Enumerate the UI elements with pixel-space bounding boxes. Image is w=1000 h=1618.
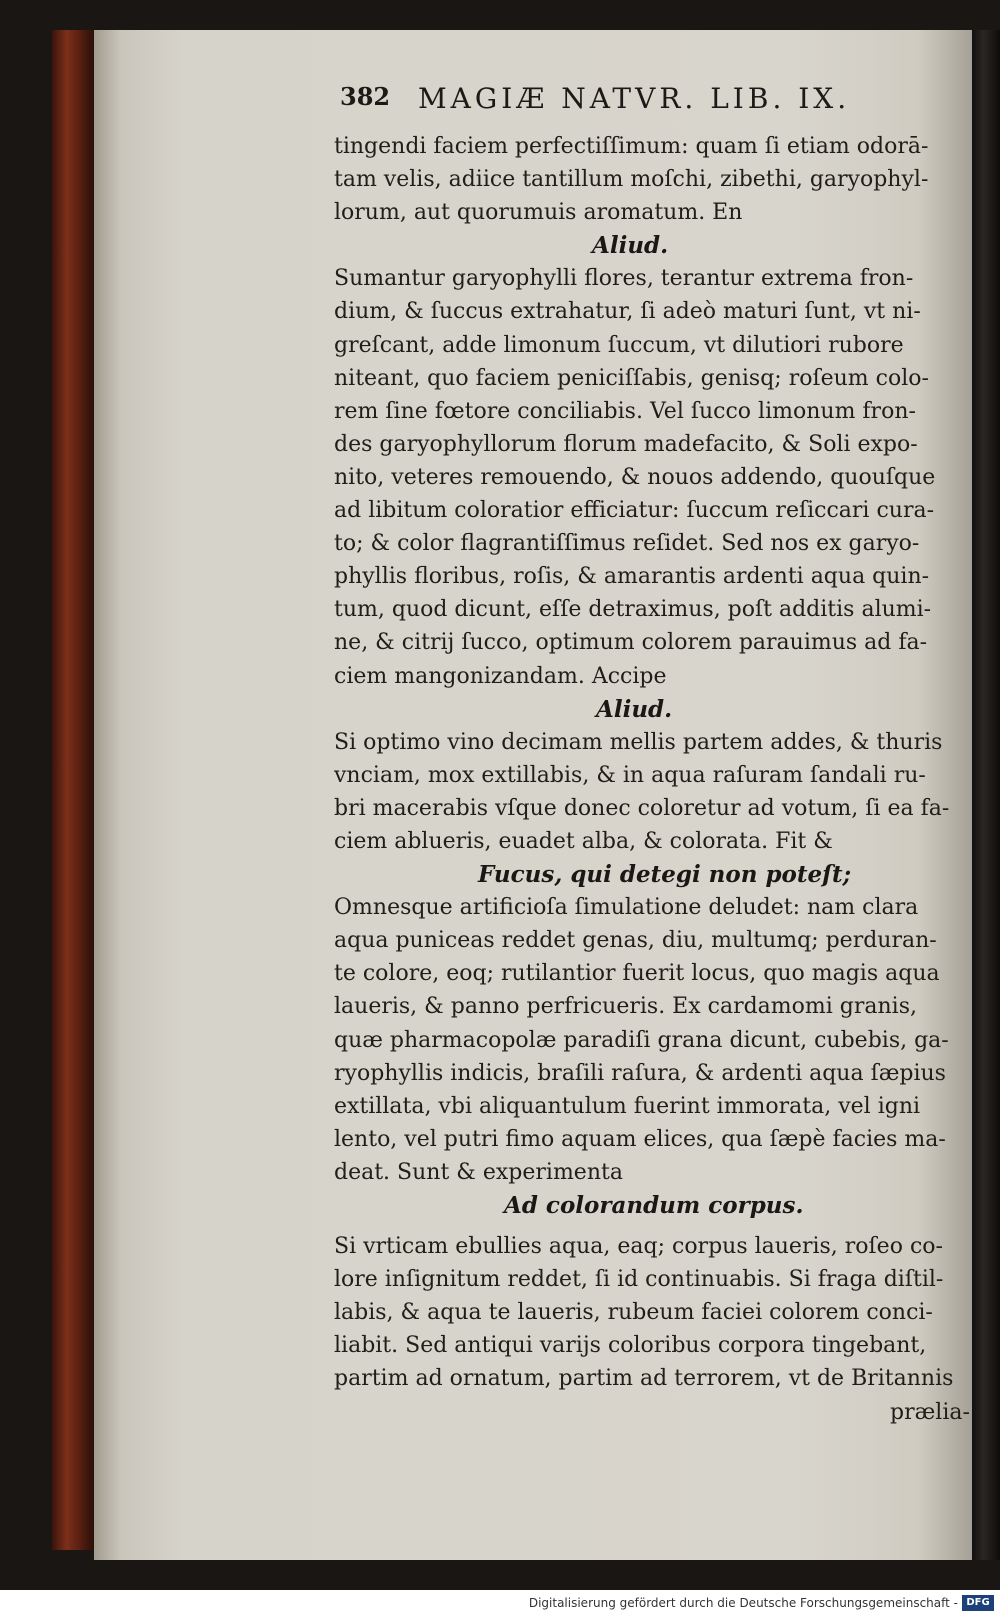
- text-line: tam velis, adiice tantillum moſchi, zibethi, garyophyl-: [334, 167, 929, 193]
- running-head-title: MAGIÆ NATVR. LIB. IX.: [418, 82, 851, 115]
- text-line: ryophyllis indicis, braſili raſura, & ardenti aqua ſæpius: [334, 1060, 946, 1086]
- text-line: ciem ablueris, euadet alba, & colorata. Fit &: [334, 828, 833, 854]
- text-line: lorum, aut quorumuis aromatum. En: [334, 200, 743, 226]
- book-spine: [52, 30, 94, 1550]
- catchword: prælia-: [890, 1399, 970, 1425]
- text-line: Si vrticam ebullies aqua, eaq; corpus laueris, roſeo co-: [334, 1234, 943, 1260]
- section-heading-aliud-1: Aliud.: [592, 232, 669, 260]
- text-line: aqua puniceas reddet genas, diu, multumq; perduran-: [334, 928, 937, 954]
- text-line: partim ad ornatum, partim ad terrorem, vt de Britannis: [334, 1366, 954, 1392]
- running-head: [340, 82, 900, 122]
- text-line: ciem mangonizandam. Accipe: [334, 663, 667, 689]
- funding-credit: Digitalisierung gefördert durch die Deutsche Forschungsgemeinschaft -: [528, 1596, 958, 1610]
- text-line: niteant, quo faciem peniciſſabis, genisq; roſeum colo-: [334, 365, 929, 391]
- text-line: labis, & aqua te laueris, rubeum faciei colorem conci-: [334, 1300, 933, 1326]
- text-line: Sumantur garyophylli flores, terantur extrema fron-: [334, 266, 914, 292]
- text-line: des garyophyllorum florum madefacito, & Soli expo-: [334, 431, 918, 457]
- section-heading-fucus: Fucus, qui detegi non poteſt;: [478, 861, 852, 889]
- text-line: lore inſignitum reddet, ſi id continuabis. Si fraga diſtil-: [334, 1267, 944, 1293]
- text-line: greſcant, adde limonum ſuccum, vt dilutiori rubore: [334, 332, 904, 358]
- text-line: dium, & ſuccus extrahatur, ſi adeò maturi ſunt, vt ni-: [334, 299, 921, 325]
- text-line: vnciam, mox extillabis, & in aqua raſuram ſandali ru-: [334, 762, 926, 788]
- text-line: tum, quod dicunt, eſſe detraximus, poſt additis alumi-: [334, 597, 932, 623]
- page-number: 382: [340, 82, 391, 111]
- text-line: laueris, & panno perfricueris. Ex cardamomi granis,: [334, 994, 917, 1020]
- digitization-footer: [0, 1590, 1000, 1618]
- text-line: extillata, vbi aliquantulum fuerint immorata, vel igni: [334, 1093, 921, 1119]
- text-line: bri macerabis vſque donec coloretur ad votum, ſi ea fa-: [334, 795, 950, 821]
- section-heading-aliud-2: Aliud.: [596, 695, 673, 723]
- dfg-logo-icon: DFG: [962, 1595, 994, 1611]
- spacer: [334, 1222, 974, 1230]
- text-line: nito, veteres remouendo, & nouos addendo, quouſque: [334, 464, 936, 490]
- section-heading-ad-colorandum: Ad colorandum corpus.: [504, 1192, 804, 1219]
- text-line: lento, vel putri fimo aquam elices, qua ſæpè facies ma-: [334, 1126, 946, 1152]
- text-line: to; & color flagrantiſſimus reſidet. Sed nos ex garyo-: [334, 531, 920, 557]
- text-line: Si optimo vino decimam mellis partem addes, & thuris: [334, 729, 943, 755]
- text-line: Omnesque artificioſa ſimulatione deludet: nam clara: [334, 895, 919, 921]
- page-edge-shadow: [972, 30, 1000, 1560]
- text-line: deat. Sunt & experimenta: [334, 1159, 623, 1185]
- text-line: ad libitum coloratior efficiatur: ſuccum reſiccari cura-: [334, 498, 935, 524]
- text-line: te colore, eoq; rutilantior fuerit locus, quo magis aqua: [334, 961, 940, 987]
- text-line: tingendi faciem perfectiſſimum: quam ſi etiam odorā-: [334, 134, 929, 159]
- text-line: rem ſine fœtore conciliabis. Vel ſucco limonum fron-: [334, 398, 916, 424]
- text-line: ne, & citrij ſucco, optimum colorem parauimus ad fa-: [334, 630, 928, 656]
- text-line: liabit. Sed antiqui varijs coloribus corpora tingebant,: [334, 1333, 927, 1359]
- text-line: quæ pharmacopolæ paradiſi grana dicunt, cubebis, ga-: [334, 1027, 949, 1053]
- text-block: [334, 130, 974, 1429]
- text-line: phyllis floribus, roſis, & amarantis ardenti aqua quin-: [334, 564, 930, 590]
